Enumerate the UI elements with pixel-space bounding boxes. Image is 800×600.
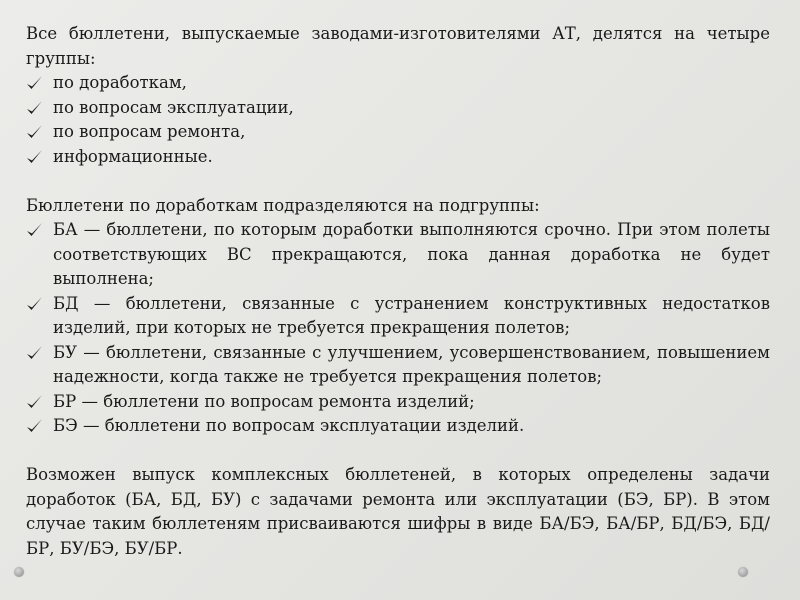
list-item <box>26 145 770 170</box>
list-item-text: БД — бюллетени, связанные с устранением конструктивных недостатков изделий, при которых не требуется прекращения полетов; <box>53 293 770 337</box>
spacer <box>26 439 770 464</box>
groups-list <box>26 71 770 169</box>
checkmark-icon <box>24 414 46 438</box>
checkmark-icon <box>24 96 46 120</box>
list-item-text: по вопросам ремонта, <box>53 122 246 141</box>
list-item-text: БУ — бюллетени, связанные с улучшением, усовершенствованием, повышением надежности, когда также не требуется прекращения полетов; <box>53 342 770 386</box>
list-item-text: по доработкам, <box>53 73 187 92</box>
list-item <box>26 390 770 415</box>
checkmark-icon <box>24 218 46 242</box>
slide-content <box>26 22 770 561</box>
list-item-text: БА — бюллетени, по которым доработки выполняются срочно. При этом полеты соответствующих ВС прекращаются, пока данная доработка не будет выполнена; <box>53 220 770 288</box>
checkmark-icon <box>24 71 46 95</box>
list-item-text: по вопросам эксплуатации, <box>53 97 294 117</box>
list-item-text: БР — бюллетени по вопросам ремонта изделий; <box>53 391 475 411</box>
list-item <box>26 341 770 390</box>
dot-icon <box>738 567 748 577</box>
list-item <box>26 71 770 96</box>
list-item-text: информационные. <box>53 146 213 166</box>
checkmark-icon <box>24 341 46 365</box>
subgroups-list <box>26 218 770 439</box>
subgroups-paragraph: Бюллетени по доработкам подразделяются на подгруппы: <box>26 195 540 215</box>
list-item <box>26 292 770 341</box>
conclusion-paragraph: Возможен выпуск комплексных бюллетеней, в которых определены задачи доработок (БА, БД, БУ) с задачами ремонта или эксплуатации (БЭ, БР). В этом случае таким бюллетеням присваиваются шифры в виде БА/БЭ, БА/БР, БД/БЭ, БД/БР, БУ/БЭ, БУ/БР. <box>26 465 770 558</box>
checkmark-icon <box>24 390 46 414</box>
intro-paragraph: Все бюллетени, выпускаемые заводами-изготовителями АТ, делятся на четыре группы: <box>26 24 770 68</box>
spacer <box>26 169 770 194</box>
list-item <box>26 414 770 439</box>
list-item <box>26 218 770 292</box>
checkmark-icon <box>24 120 46 144</box>
list-item <box>26 120 770 145</box>
checkmark-icon <box>24 145 46 169</box>
list-item-text: БЭ — бюллетени по вопросам эксплуатации изделий. <box>53 416 525 435</box>
dot-icon <box>14 567 24 577</box>
checkmark-icon <box>24 292 46 316</box>
list-item <box>26 96 770 121</box>
